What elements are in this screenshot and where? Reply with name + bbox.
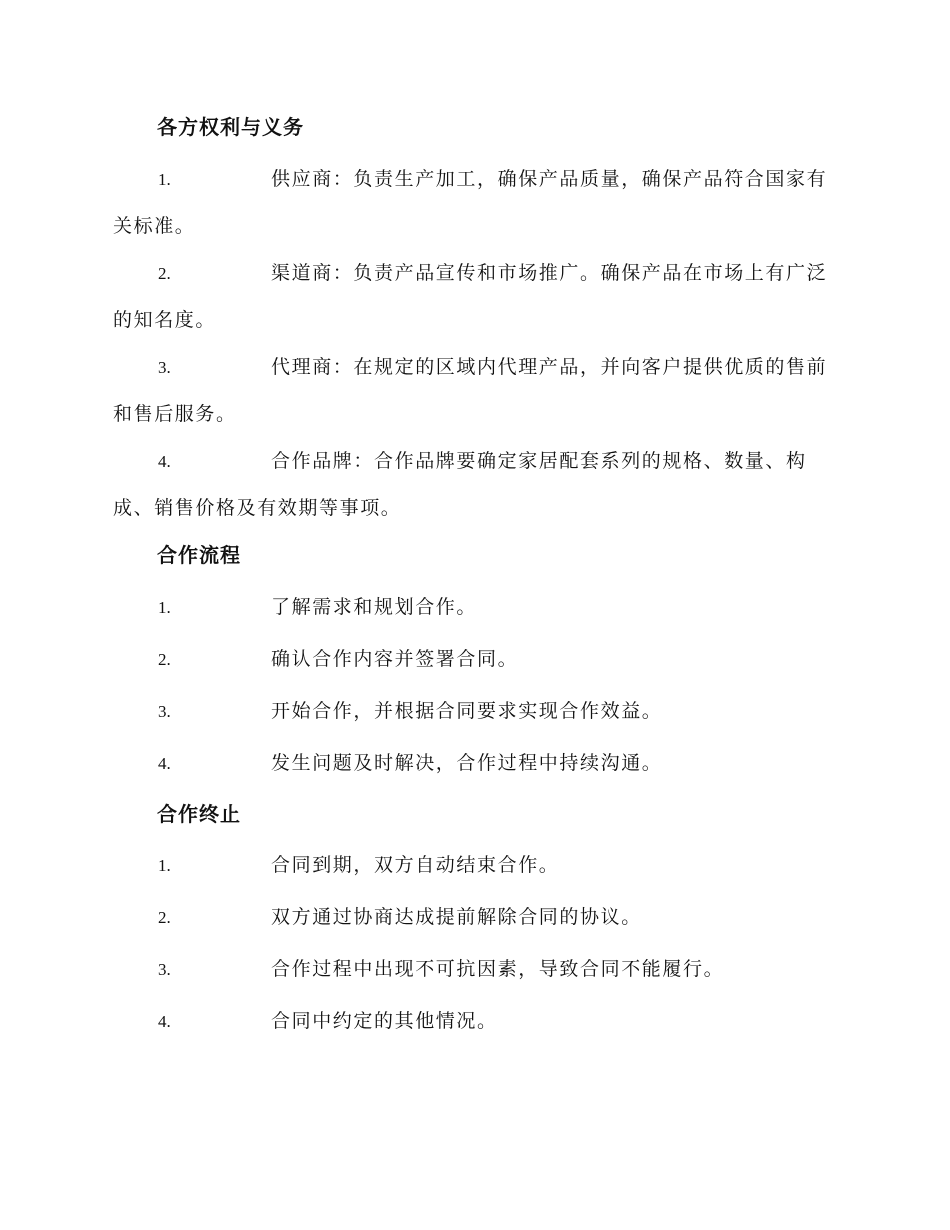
list-item-number: 3. <box>158 960 171 979</box>
list-item-number: 4. <box>158 452 171 471</box>
list-item-number: 4. <box>158 754 171 773</box>
list-item-number: 3. <box>158 358 171 377</box>
list-item-text: 开始合作，并根据合同要求实现合作效益。 <box>271 700 663 722</box>
list-item-number: 1. <box>158 856 171 875</box>
list-item <box>113 946 837 993</box>
section-heading: 合作终止 <box>157 802 241 826</box>
list-item <box>113 688 837 735</box>
list-item-text: 供应商：负责生产加工，确保产品质量，确保产品符合国家有关标准。 <box>113 168 828 237</box>
list-item-number: 2. <box>158 650 171 669</box>
list-item-number: 4. <box>158 1012 171 1031</box>
list-item-text: 双方通过协商达成提前解除合同的协议。 <box>271 906 642 928</box>
list-item <box>113 842 837 889</box>
list-item-number: 1. <box>158 598 171 617</box>
list-item <box>113 344 837 438</box>
list-item-number: 1. <box>158 170 171 189</box>
list-item <box>113 636 837 683</box>
list-item-number: 2. <box>158 264 171 283</box>
list-item-text: 合作过程中出现不可抗因素，导致合同不能履行。 <box>271 958 725 980</box>
list-item-text: 了解需求和规划合作。 <box>271 596 478 618</box>
list-item-text: 发生问题及时解决，合作过程中持续沟通。 <box>271 752 663 774</box>
list-item <box>113 894 837 941</box>
list-item-text: 合同中约定的其他情况。 <box>271 1010 498 1032</box>
list-item-text: 渠道商：负责产品宣传和市场推广。确保产品在市场上有广泛的知名度。 <box>113 262 828 331</box>
list-item-text: 确认合作内容并签署合同。 <box>271 648 519 670</box>
list-item-text: 合同到期，双方自动结束合作。 <box>271 854 560 876</box>
list-item <box>113 156 837 250</box>
list-item-number: 3. <box>158 702 171 721</box>
list-item <box>113 740 837 787</box>
list-item <box>113 438 837 532</box>
list-item <box>113 250 837 344</box>
list-item-text: 代理商：在规定的区域内代理产品，并向客户提供优质的售前和售后服务。 <box>113 356 828 425</box>
list-item <box>113 998 837 1045</box>
list-item <box>113 584 837 631</box>
list-item-text: 合作品牌：合作品牌要确定家居配套系列的规格、数量、构成、销售价格及有效期等事项。 <box>113 450 807 519</box>
section-heading: 合作流程 <box>157 543 241 567</box>
list-item-number: 2. <box>158 908 171 927</box>
section-heading: 各方权利与义务 <box>157 115 304 139</box>
